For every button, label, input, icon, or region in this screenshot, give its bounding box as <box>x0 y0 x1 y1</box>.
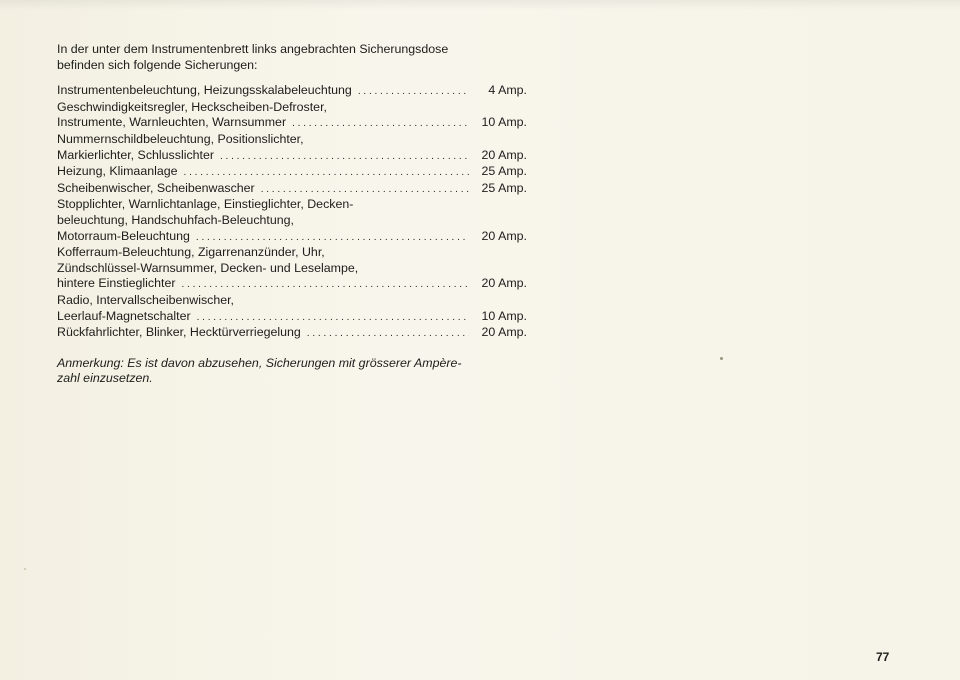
note-line: Anmerkung: Es ist davon abzusehen, Sicherungen mit grösserer Ampère- <box>57 355 462 370</box>
fuse-rating-row <box>57 164 527 181</box>
fuse-rating-row <box>57 83 527 100</box>
fuse-description-line: Zündschlüssel-Warnsummer, Decken- und Leselampe, <box>57 260 359 275</box>
intro-line: In der unter dem Instrumentenbrett links angebrachten Sicherungsdose <box>57 42 449 56</box>
fuse-rating-row <box>57 148 527 165</box>
fuse-amperage: 20 Amp. <box>481 276 527 291</box>
fuse-entry <box>57 132 527 164</box>
dot-leader <box>197 310 469 326</box>
fuse-rating-row <box>57 115 527 132</box>
fuse-description-line: Radio, Intervallscheibenwischer, <box>57 292 235 307</box>
fuse-list <box>57 83 527 342</box>
fuse-entry <box>57 164 527 181</box>
paper-speck <box>720 357 723 360</box>
fuse-rating-row <box>57 229 527 246</box>
fuse-entry <box>57 293 527 325</box>
fuse-circuits-label: Motorraum-Beleuchtung <box>57 228 190 243</box>
paper-speck <box>24 568 26 570</box>
fuse-description-line: beleuchtung, Handschuhfach-Beleuchtung, <box>57 212 294 227</box>
fuse-amperage: 20 Amp. <box>481 228 527 243</box>
fuse-amperage: 4 Amp. <box>488 83 527 98</box>
fuse-rating-row <box>57 325 527 342</box>
fuse-rating-row <box>57 276 527 293</box>
fuse-amperage: 20 Amp. <box>481 325 527 340</box>
fuse-circuits-label: Heizung, Klimaanlage <box>57 164 178 179</box>
fuse-entry <box>57 100 527 132</box>
dot-leader <box>307 326 469 342</box>
note-line: zahl einzusetzen. <box>57 371 153 386</box>
fuse-amperage: 20 Amp. <box>481 147 527 162</box>
dot-leader <box>220 149 469 165</box>
fuse-rating-row <box>57 181 527 198</box>
fuse-text-block <box>57 42 527 387</box>
intro-paragraph <box>57 42 527 73</box>
dot-leader <box>261 182 469 198</box>
page-number: 77 <box>876 650 890 664</box>
fuse-description-line: Geschwindigkeitsregler, Heckscheiben-Defroster, <box>57 99 327 114</box>
fuse-circuits-label: Rückfahrlichter, Blinker, Hecktürverriegelung <box>57 325 301 340</box>
fuse-description-line: Stopplichter, Warnlichtanlage, Einstieglichter, Decken- <box>57 197 354 212</box>
fuse-entry <box>57 325 527 342</box>
fuse-amperage: 25 Amp. <box>481 164 527 179</box>
fuse-description-line: Kofferraum-Beleuchtung, Zigarrenanzünder, Uhr, <box>57 245 325 260</box>
note-paragraph <box>57 356 527 387</box>
fuse-amperage: 10 Amp. <box>481 308 527 323</box>
fuse-circuits-label: Instrumentenbeleuchtung, Heizungsskalabeleuchtung <box>57 83 352 98</box>
fuse-circuits-label: Markierlichter, Schlusslichter <box>57 147 214 162</box>
fuse-amperage: 25 Amp. <box>481 180 527 195</box>
fuse-circuits-label: hintere Einstieglichter <box>57 276 176 291</box>
dot-leader <box>196 230 469 246</box>
fuse-entry <box>57 245 527 293</box>
intro-line: befinden sich folgende Sicherungen: <box>57 57 258 72</box>
dot-leader <box>292 116 469 132</box>
dot-leader <box>181 277 469 293</box>
dot-leader <box>184 165 469 181</box>
fuse-amperage: 10 Amp. <box>481 115 527 130</box>
page-top-shadow <box>0 0 960 10</box>
fuse-entry <box>57 83 527 100</box>
fuse-circuits-label: Leerlauf-Magnetschalter <box>57 308 191 323</box>
fuse-entry <box>57 197 527 245</box>
fuse-circuits-label: Instrumente, Warnleuchten, Warnsummer <box>57 115 287 130</box>
dot-leader <box>358 84 469 100</box>
fuse-circuits-label: Scheibenwischer, Scheibenwascher <box>57 180 255 195</box>
fuse-rating-row <box>57 309 527 326</box>
fuse-entry <box>57 181 527 198</box>
fuse-description-line: Nummernschildbeleuchtung, Positionslichter, <box>57 131 304 146</box>
